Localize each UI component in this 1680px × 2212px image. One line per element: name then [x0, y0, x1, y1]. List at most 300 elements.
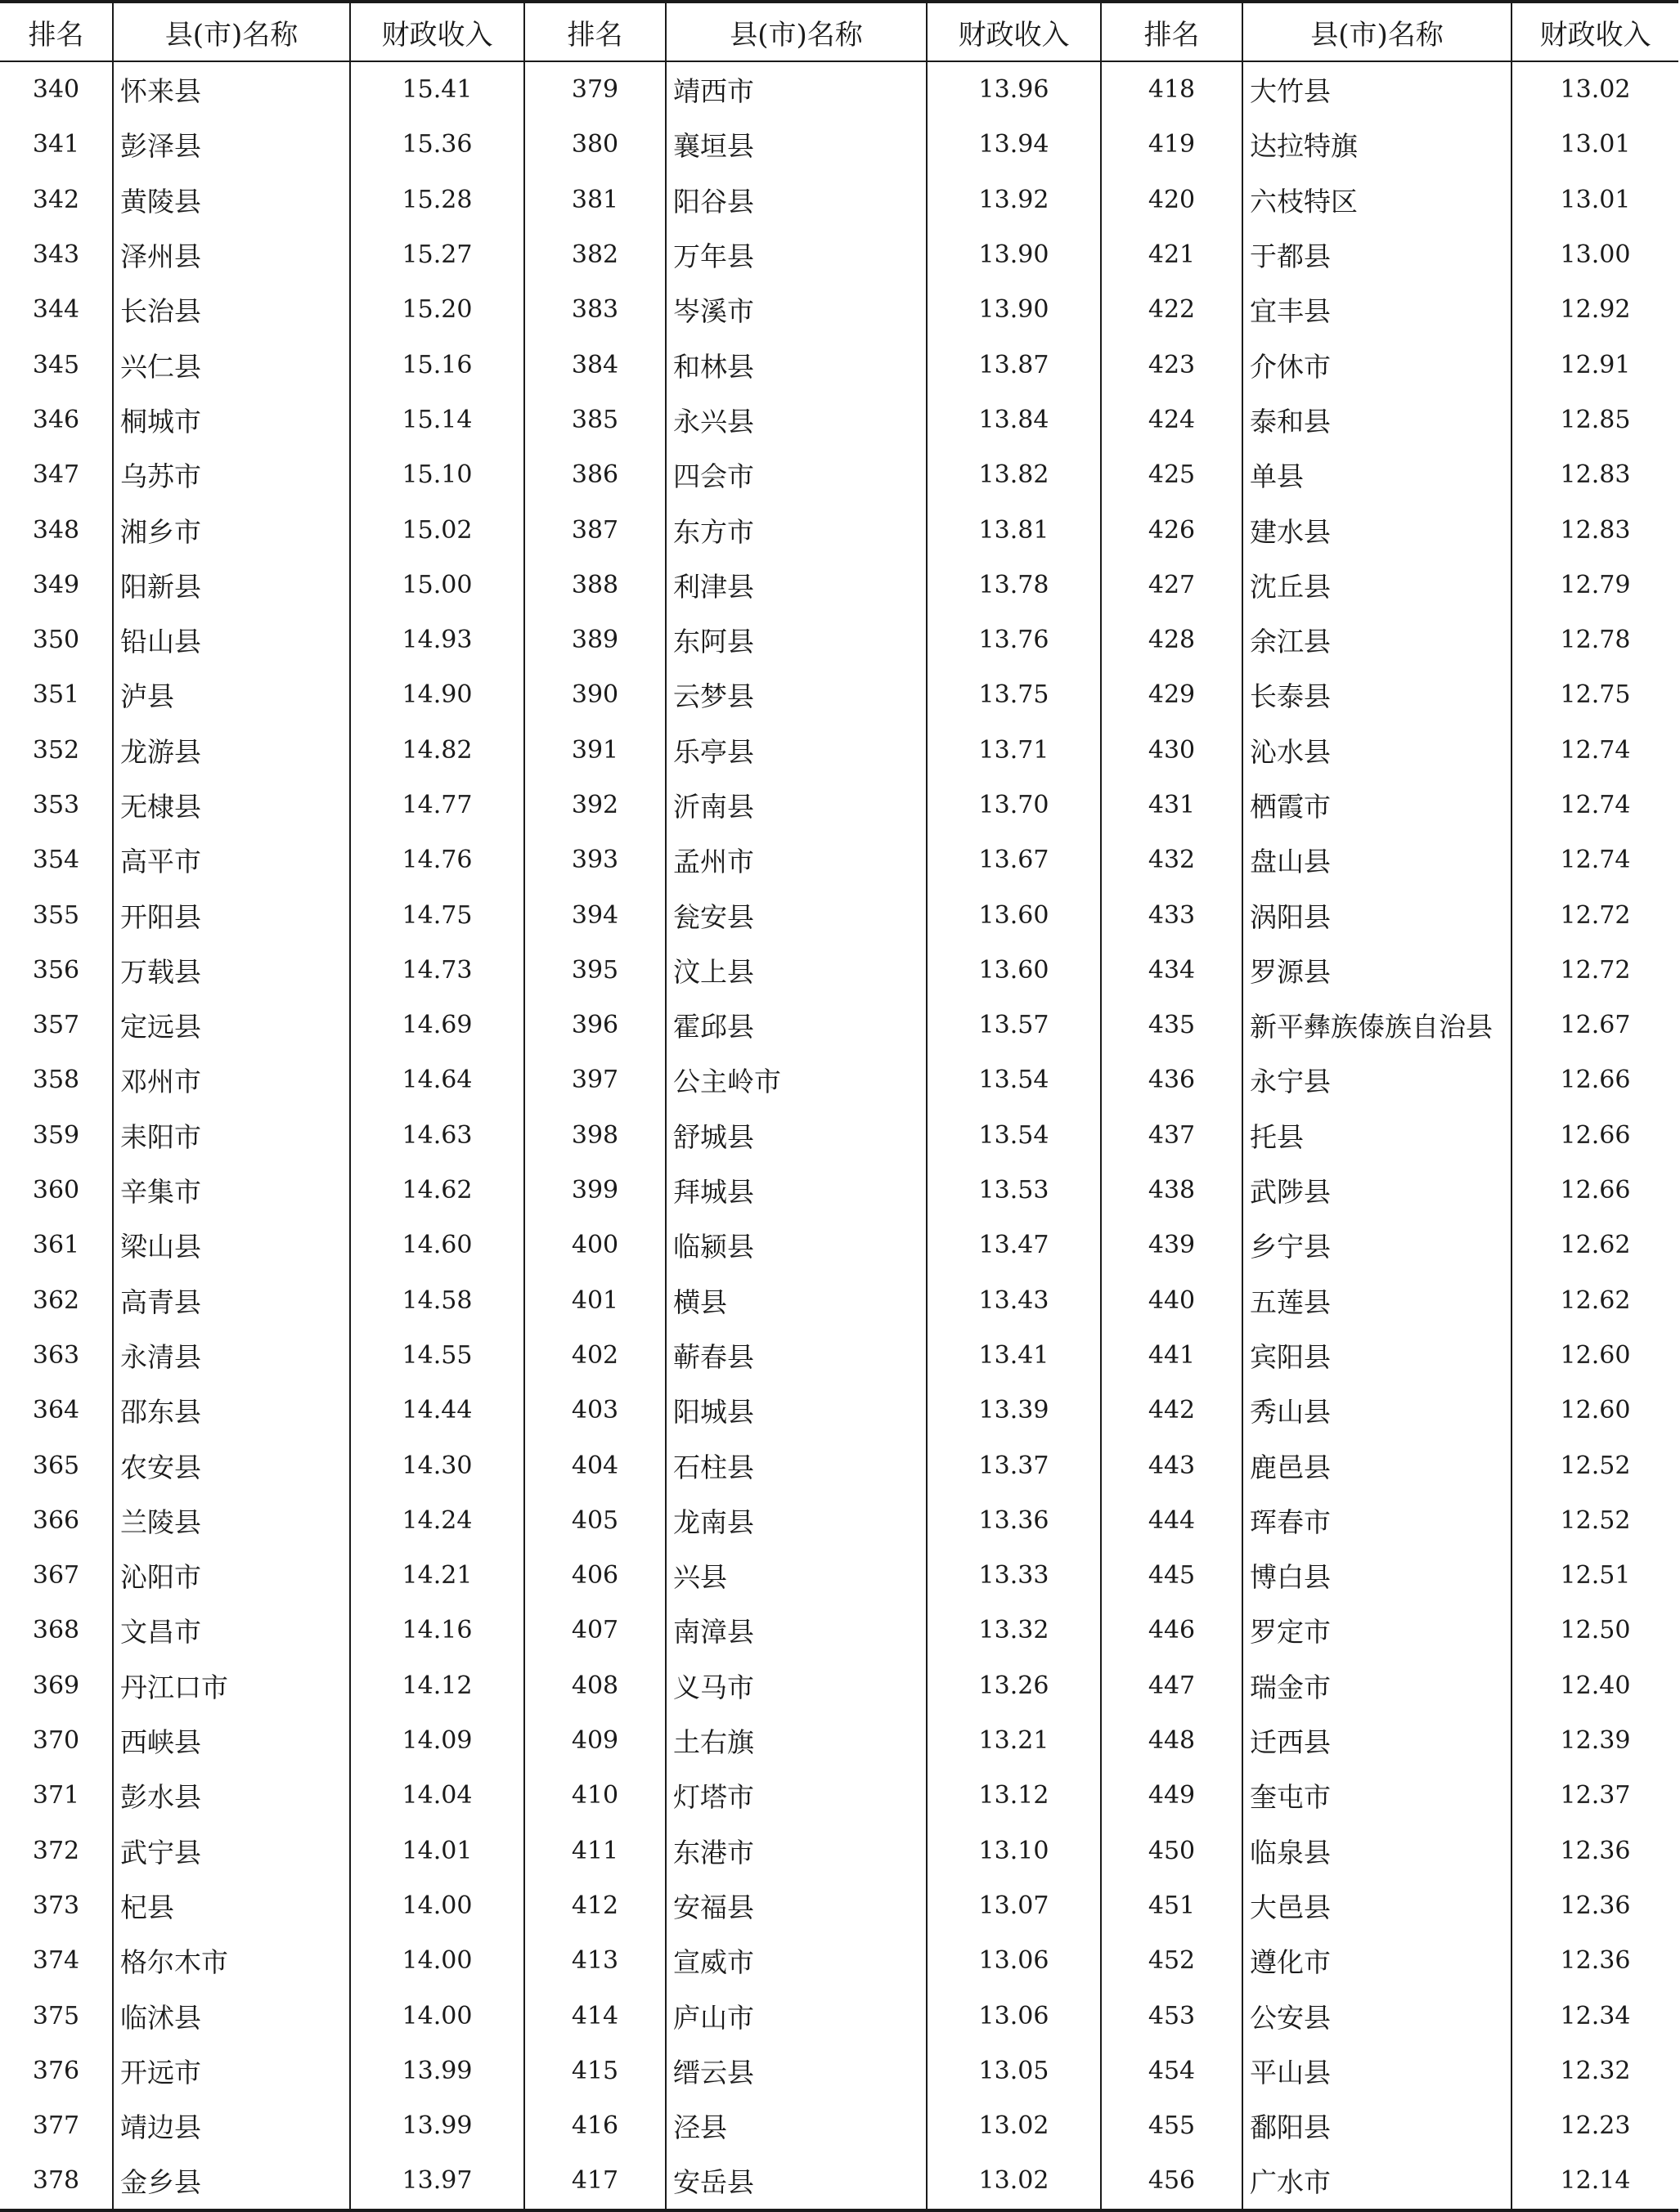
fiscal-revenue-cell: 14.24 [350, 1493, 524, 1548]
table-row [0, 943, 1678, 998]
rank-cell: 404 [524, 1438, 666, 1492]
rank-cell: 422 [1101, 282, 1242, 337]
county-name-cell: 东方市 [666, 502, 927, 557]
fiscal-revenue-cell: 14.90 [350, 667, 524, 722]
rank-cell: 394 [524, 887, 666, 942]
county-name-cell: 彭泽县 [113, 117, 350, 172]
fiscal-revenue-cell: 12.62 [1512, 1218, 1678, 1272]
county-name-cell: 五莲县 [1242, 1273, 1512, 1328]
rank-cell: 389 [524, 612, 666, 667]
rank-cell: 401 [524, 1273, 666, 1328]
rank-cell: 445 [1101, 1548, 1242, 1603]
county-name-cell: 安岳县 [666, 2153, 927, 2210]
table-row [0, 1603, 1678, 1658]
county-name-cell: 介休市 [1242, 337, 1512, 392]
fiscal-revenue-cell: 12.37 [1512, 1768, 1678, 1823]
county-name-cell: 舒城县 [666, 1108, 927, 1163]
fiscal-revenue-cell: 12.32 [1512, 2044, 1678, 2098]
rank-cell: 415 [524, 2044, 666, 2098]
county-name-cell: 公安县 [1242, 1988, 1512, 2043]
table-row [0, 1768, 1678, 1823]
fiscal-revenue-cell: 14.12 [350, 1658, 524, 1713]
county-name-cell: 开阳县 [113, 887, 350, 942]
table-row [0, 1658, 1678, 1713]
county-name-cell: 丹江口市 [113, 1658, 350, 1713]
rank-cell: 369 [32, 1671, 80, 1700]
county-name-cell: 宾阳县 [1242, 1328, 1512, 1383]
fiscal-revenue-cell: 12.62 [1512, 1273, 1678, 1328]
county-name-cell: 高青县 [113, 1273, 350, 1328]
county-name-cell: 公主岭市 [666, 1052, 927, 1107]
rank-cell: 350 [32, 626, 80, 655]
rank-cell: 381 [524, 173, 666, 227]
fiscal-revenue-cell: 14.01 [350, 1824, 524, 1878]
table-row [0, 2153, 1678, 2210]
county-name-cell: 宜丰县 [1242, 282, 1512, 337]
fiscal-revenue-cell: 14.16 [350, 1603, 524, 1658]
county-name-cell: 鄱阳县 [1242, 2098, 1512, 2153]
rank-cell: 451 [1101, 1878, 1242, 1933]
county-name-cell: 奎屯市 [1242, 1768, 1512, 1823]
rank-cell: 360 [32, 1176, 80, 1205]
fiscal-revenue-cell: 13.02 [927, 2098, 1101, 2153]
fiscal-revenue-cell: 15.28 [350, 173, 524, 227]
county-name-cell: 博白县 [1242, 1548, 1512, 1603]
county-name-cell: 泸县 [113, 667, 350, 722]
county-name-cell: 阳城县 [666, 1383, 927, 1438]
fiscal-revenue-cell: 13.37 [927, 1438, 1101, 1492]
fiscal-revenue-cell: 14.64 [350, 1052, 524, 1107]
fiscal-revenue-cell: 14.00 [350, 1988, 524, 2043]
county-name-cell: 罗源县 [1242, 943, 1512, 998]
fiscal-revenue-cell: 12.52 [1512, 1493, 1678, 1548]
rank-cell: 379 [524, 61, 666, 117]
rank-cell: 383 [524, 282, 666, 337]
rank-cell: 390 [524, 667, 666, 722]
rank-cell: 432 [1101, 832, 1242, 887]
county-name-cell: 单县 [1242, 447, 1512, 502]
rank-cell: 362 [32, 1285, 80, 1315]
fiscal-revenue-cell: 12.72 [1512, 887, 1678, 942]
county-name-cell: 泾县 [666, 2098, 927, 2153]
county-name-cell: 土右旗 [666, 1713, 927, 1768]
county-name-cell: 永宁县 [1242, 1052, 1512, 1107]
rank-cell: 419 [1101, 117, 1242, 172]
fiscal-revenue-cell: 15.00 [350, 558, 524, 612]
county-name-cell: 盘山县 [1242, 832, 1512, 887]
table-row [0, 173, 1678, 227]
county-name-cell: 万年县 [666, 227, 927, 282]
rank-cell: 363 [32, 1340, 80, 1370]
rank-cell: 347 [32, 460, 80, 490]
county-name-cell: 沁阳市 [113, 1548, 350, 1603]
rank-cell: 440 [1101, 1273, 1242, 1328]
fiscal-revenue-cell: 12.83 [1512, 502, 1678, 557]
county-name-cell: 义马市 [666, 1658, 927, 1713]
rank-cell: 370 [32, 1726, 80, 1756]
rank-cell: 357 [32, 1011, 80, 1040]
table-row [0, 1218, 1678, 1272]
county-name-cell: 瑞金市 [1242, 1658, 1512, 1713]
fiscal-revenue-cell: 13.60 [927, 943, 1101, 998]
county-name-cell: 乡宁县 [1242, 1218, 1512, 1272]
table-header [0, 2, 1678, 61]
fiscal-revenue-cell: 13.90 [927, 227, 1101, 282]
county-name-cell: 金乡县 [113, 2153, 350, 2210]
fiscal-revenue-cell: 13.39 [927, 1383, 1101, 1438]
fiscal-revenue-cell: 13.06 [927, 1988, 1101, 2043]
county-name-cell: 拜城县 [666, 1163, 927, 1218]
county-name-cell: 临泉县 [1242, 1824, 1512, 1878]
county-name-cell: 沈丘县 [1242, 558, 1512, 612]
rank-cell: 387 [524, 502, 666, 557]
county-name-cell: 龙南县 [666, 1493, 927, 1548]
fiscal-revenue-cell: 12.36 [1512, 1824, 1678, 1878]
fiscal-revenue-cell: 13.05 [927, 2044, 1101, 2098]
rank-cell: 413 [524, 1933, 666, 1988]
county-name-cell: 石柱县 [666, 1438, 927, 1492]
county-name-cell: 安福县 [666, 1878, 927, 1933]
rank-cell: 388 [524, 558, 666, 612]
fiscal-revenue-cell: 14.63 [350, 1108, 524, 1163]
rank-cell: 382 [524, 227, 666, 282]
rank-cell: 355 [32, 900, 80, 930]
rank-cell: 423 [1101, 337, 1242, 392]
fiscal-revenue-cell: 12.79 [1512, 558, 1678, 612]
county-name-cell: 兴县 [666, 1548, 927, 1603]
fiscal-revenue-cell: 13.60 [927, 887, 1101, 942]
rank-cell: 367 [32, 1561, 80, 1591]
county-name-cell: 文昌市 [113, 1603, 350, 1658]
county-name-cell: 南漳县 [666, 1603, 927, 1658]
table-row [0, 1383, 1678, 1438]
fiscal-revenue-cell: 13.84 [927, 393, 1101, 447]
fiscal-revenue-cell: 13.70 [927, 778, 1101, 832]
fiscal-revenue-cell: 13.94 [927, 117, 1101, 172]
county-name-cell: 辛集市 [113, 1163, 350, 1218]
county-name-cell: 龙游县 [113, 723, 350, 778]
fiscal-revenue-cell: 12.51 [1512, 1548, 1678, 1603]
rank-cell: 411 [524, 1824, 666, 1878]
county-name-cell: 襄垣县 [666, 117, 927, 172]
rank-cell: 392 [524, 778, 666, 832]
rank-cell: 376 [32, 2056, 80, 2085]
county-name-cell: 泰和县 [1242, 393, 1512, 447]
fiscal-revenue-cell: 13.87 [927, 337, 1101, 392]
table-row [0, 1438, 1678, 1492]
fiscal-revenue-cell: 14.00 [350, 1933, 524, 1988]
rank-cell: 420 [1101, 173, 1242, 227]
rank-cell: 397 [524, 1052, 666, 1107]
rank-cell: 368 [32, 1616, 80, 1645]
fiscal-revenue-cell: 12.75 [1512, 667, 1678, 722]
fiscal-revenue-cell: 13.57 [927, 998, 1101, 1052]
rank-cell: 386 [524, 447, 666, 502]
rank-cell: 452 [1101, 1933, 1242, 1988]
table-row [0, 723, 1678, 778]
fiscal-revenue-cell: 13.36 [927, 1493, 1101, 1548]
county-name-cell: 万载县 [113, 943, 350, 998]
table-row [0, 282, 1678, 337]
header-rank-2: 排名 [524, 2, 666, 61]
table-row [0, 1824, 1678, 1878]
county-name-cell: 彭水县 [113, 1768, 350, 1823]
fiscal-revenue-cell: 13.02 [927, 2153, 1101, 2210]
rank-cell: 412 [524, 1878, 666, 1933]
fiscal-revenue-cell: 12.66 [1512, 1052, 1678, 1107]
table-row [0, 998, 1678, 1052]
rank-cell: 393 [524, 832, 666, 887]
fiscal-revenue-cell: 13.21 [927, 1713, 1101, 1768]
fiscal-revenue-cell: 13.99 [350, 2044, 524, 2098]
county-name-cell: 靖边县 [113, 2098, 350, 2153]
county-name-cell: 无棣县 [113, 778, 350, 832]
fiscal-revenue-cell: 13.07 [927, 1878, 1101, 1933]
county-name-cell: 建水县 [1242, 502, 1512, 557]
county-name-cell: 东阿县 [666, 612, 927, 667]
county-name-cell: 大邑县 [1242, 1878, 1512, 1933]
fiscal-revenue-cell: 13.75 [927, 667, 1101, 722]
header-rank-3: 排名 [1101, 2, 1242, 61]
table-row [0, 778, 1678, 832]
county-name-cell: 武宁县 [113, 1824, 350, 1878]
rank-cell: 351 [32, 680, 80, 710]
header-rank-1: 排名 [0, 2, 113, 61]
rank-cell: 441 [1101, 1328, 1242, 1383]
county-name-cell: 蕲春县 [666, 1328, 927, 1383]
fiscal-revenue-cell: 12.66 [1512, 1163, 1678, 1218]
rank-cell: 425 [1101, 447, 1242, 502]
table-row [0, 1493, 1678, 1548]
table-row [0, 1328, 1678, 1383]
rank-cell: 431 [1101, 778, 1242, 832]
county-name-cell: 和林县 [666, 337, 927, 392]
fiscal-revenue-cell: 14.09 [350, 1713, 524, 1768]
fiscal-revenue-cell: 13.76 [927, 612, 1101, 667]
fiscal-revenue-cell: 14.77 [350, 778, 524, 832]
fiscal-revenue-cell: 13.54 [927, 1052, 1101, 1107]
rank-cell: 448 [1101, 1713, 1242, 1768]
fiscal-revenue-cell: 15.10 [350, 447, 524, 502]
county-name-cell: 泽州县 [113, 227, 350, 282]
fiscal-revenue-cell: 13.97 [350, 2153, 524, 2210]
rank-cell: 348 [32, 515, 80, 545]
fiscal-revenue-cell: 12.40 [1512, 1658, 1678, 1713]
table-row [0, 1108, 1678, 1163]
rank-cell: 405 [524, 1493, 666, 1548]
header-county-name-2: 县(市)名称 [666, 2, 927, 61]
header-fiscal-revenue-3: 财政收入 [1512, 2, 1678, 61]
rank-cell: 409 [524, 1713, 666, 1768]
rank-cell: 430 [1101, 723, 1242, 778]
rank-cell: 377 [32, 2111, 80, 2141]
county-name-cell: 孟州市 [666, 832, 927, 887]
rank-cell: 344 [32, 295, 80, 325]
table-row [0, 1548, 1678, 1603]
fiscal-revenue-cell: 13.96 [927, 61, 1101, 117]
fiscal-revenue-cell: 12.36 [1512, 1933, 1678, 1988]
table-row [0, 337, 1678, 392]
county-name-cell: 阳谷县 [666, 173, 927, 227]
county-name-cell: 邓州市 [113, 1052, 350, 1107]
rank-cell: 373 [32, 1891, 80, 1920]
rank-cell: 403 [524, 1383, 666, 1438]
fiscal-revenue-cell: 12.83 [1512, 447, 1678, 502]
rank-cell: 402 [524, 1328, 666, 1383]
county-name-cell: 定远县 [113, 998, 350, 1052]
fiscal-revenue-cell: 12.67 [1512, 998, 1678, 1052]
fiscal-revenue-cell: 14.21 [350, 1548, 524, 1603]
fiscal-revenue-cell: 12.74 [1512, 778, 1678, 832]
rank-cell: 366 [32, 1505, 80, 1535]
county-name-cell: 栖霞市 [1242, 778, 1512, 832]
county-name-cell: 永清县 [113, 1328, 350, 1383]
rank-cell: 421 [1101, 227, 1242, 282]
rank-cell: 385 [524, 393, 666, 447]
rank-cell: 364 [32, 1396, 80, 1425]
rank-cell: 426 [1101, 502, 1242, 557]
county-name-cell: 乌苏市 [113, 447, 350, 502]
fiscal-revenue-cell: 13.01 [1512, 117, 1678, 172]
rank-cell: 398 [524, 1108, 666, 1163]
fiscal-revenue-cell: 15.36 [350, 117, 524, 172]
fiscal-revenue-cell: 13.71 [927, 723, 1101, 778]
rank-cell: 395 [524, 943, 666, 998]
rank-cell: 345 [32, 350, 80, 379]
table-row [0, 887, 1678, 942]
rank-cell: 396 [524, 998, 666, 1052]
rank-cell: 434 [1101, 943, 1242, 998]
table-row [0, 447, 1678, 502]
fiscal-revenue-cell: 14.69 [350, 998, 524, 1052]
county-name-cell: 达拉特旗 [1242, 117, 1512, 172]
rank-cell: 380 [524, 117, 666, 172]
county-name-cell: 遵化市 [1242, 1933, 1512, 1988]
county-name-cell: 兴仁县 [113, 337, 350, 392]
fiscal-revenue-cell: 12.78 [1512, 612, 1678, 667]
table-row [0, 393, 1678, 447]
fiscal-revenue-cell: 12.60 [1512, 1328, 1678, 1383]
rank-cell: 429 [1101, 667, 1242, 722]
rank-cell: 408 [524, 1658, 666, 1713]
table-row [0, 1713, 1678, 1768]
county-name-cell: 农安县 [113, 1438, 350, 1492]
county-name-cell: 迁西县 [1242, 1713, 1512, 1768]
county-name-cell: 岑溪市 [666, 282, 927, 337]
fiscal-revenue-cell: 13.81 [927, 502, 1101, 557]
rank-cell: 375 [32, 2001, 80, 2030]
county-name-cell: 临颍县 [666, 1218, 927, 1272]
county-name-cell: 宣威市 [666, 1933, 927, 1988]
county-name-cell: 铅山县 [113, 612, 350, 667]
rank-cell: 414 [524, 1988, 666, 2043]
county-name-cell: 四会市 [666, 447, 927, 502]
fiscal-revenue-cell: 13.00 [1512, 227, 1678, 282]
county-name-cell: 新平彝族傣族自治县 [1242, 998, 1512, 1052]
fiscal-revenue-cell: 15.27 [350, 227, 524, 282]
rank-cell: 446 [1101, 1603, 1242, 1658]
rank-cell: 455 [1101, 2098, 1242, 2153]
rank-cell: 378 [0, 2153, 113, 2210]
fiscal-revenue-cell: 14.73 [350, 943, 524, 998]
county-name-cell: 黄陵县 [113, 173, 350, 227]
county-name-cell: 广水市 [1242, 2153, 1512, 2210]
fiscal-revenue-cell: 13.92 [927, 173, 1101, 227]
rank-cell: 442 [1101, 1383, 1242, 1438]
fiscal-revenue-cell: 12.60 [1512, 1383, 1678, 1438]
table-row [0, 2044, 1678, 2098]
county-name-cell: 霍邱县 [666, 998, 927, 1052]
rank-cell: 428 [1101, 612, 1242, 667]
header-fiscal-revenue-2: 财政收入 [927, 2, 1101, 61]
county-name-cell: 平山县 [1242, 2044, 1512, 2098]
rank-cell: 416 [524, 2098, 666, 2153]
fiscal-revenue-cell: 12.36 [1512, 1878, 1678, 1933]
table-row [0, 1933, 1678, 1988]
fiscal-revenue-cell: 14.44 [350, 1383, 524, 1438]
rank-cell: 435 [1101, 998, 1242, 1052]
fiscal-revenue-cell: 13.12 [927, 1768, 1101, 1823]
rank-cell: 453 [1101, 1988, 1242, 2043]
rank-cell: 384 [524, 337, 666, 392]
county-name-cell: 云梦县 [666, 667, 927, 722]
rank-cell: 354 [32, 846, 80, 875]
rank-cell: 437 [1101, 1108, 1242, 1163]
rank-cell: 342 [32, 185, 80, 214]
fiscal-revenue-cell: 13.54 [927, 1108, 1101, 1163]
county-name-cell: 六枝特区 [1242, 173, 1512, 227]
rank-cell: 454 [1101, 2044, 1242, 2098]
county-name-cell: 怀来县 [113, 61, 350, 117]
rank-cell: 417 [524, 2153, 666, 2210]
fiscal-revenue-cell: 12.14 [1512, 2153, 1678, 2210]
rank-cell: 438 [1101, 1163, 1242, 1218]
county-name-cell: 兰陵县 [113, 1493, 350, 1548]
header-county-name-3: 县(市)名称 [1242, 2, 1512, 61]
fiscal-revenue-cell: 12.52 [1512, 1438, 1678, 1492]
rank-cell: 346 [32, 405, 80, 434]
table-row [0, 1988, 1678, 2043]
county-name-cell: 于都县 [1242, 227, 1512, 282]
table-row [0, 1878, 1678, 1933]
county-name-cell: 庐山市 [666, 1988, 927, 2043]
fiscal-revenue-cell: 15.14 [350, 393, 524, 447]
county-name-cell: 余江县 [1242, 612, 1512, 667]
table-row [0, 1273, 1678, 1328]
fiscal-revenue-cell: 14.00 [350, 1878, 524, 1933]
fiscal-revenue-cell: 14.30 [350, 1438, 524, 1492]
fiscal-revenue-cell: 12.92 [1512, 282, 1678, 337]
fiscal-revenue-cell: 13.53 [927, 1163, 1101, 1218]
county-name-cell: 杞县 [113, 1878, 350, 1933]
table-row [0, 612, 1678, 667]
rank-cell: 424 [1101, 393, 1242, 447]
county-name-cell: 横县 [666, 1273, 927, 1328]
fiscal-revenue-cell: 15.02 [350, 502, 524, 557]
rank-cell: 356 [32, 955, 80, 985]
header-county-name-1: 县(市)名称 [113, 2, 350, 61]
fiscal-revenue-cell: 13.99 [350, 2098, 524, 2153]
rank-cell: 343 [32, 240, 80, 270]
county-name-cell: 涡阳县 [1242, 887, 1512, 942]
fiscal-revenue-cell: 14.62 [350, 1163, 524, 1218]
rank-cell: 371 [32, 1781, 80, 1810]
county-name-cell: 临沭县 [113, 1988, 350, 2043]
fiscal-revenue-cell: 12.39 [1512, 1713, 1678, 1768]
rank-cell: 439 [1101, 1218, 1242, 1272]
rank-cell: 418 [1101, 61, 1242, 117]
county-name-cell: 沁水县 [1242, 723, 1512, 778]
